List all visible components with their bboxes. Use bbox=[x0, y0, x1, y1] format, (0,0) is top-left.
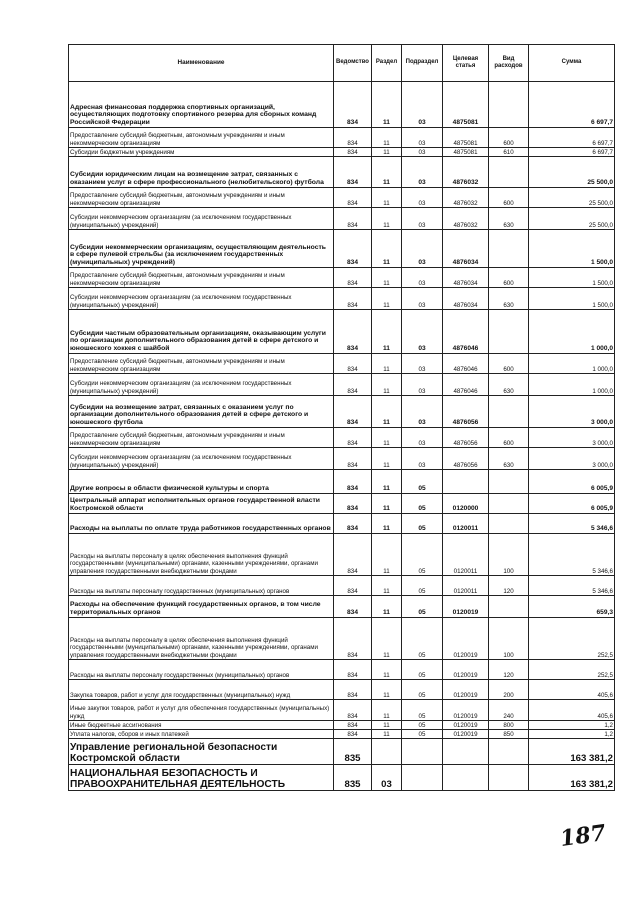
cell-section: 11 bbox=[372, 128, 402, 148]
table-row bbox=[69, 765, 615, 791]
cell-expense-type: 610 bbox=[489, 148, 529, 157]
cell-name: Субсидии некоммерческим организациям, осуществляющим деятельность в сфере пулевой стрельбы (за исключением государственных (муниципальных) учреждений) bbox=[69, 230, 334, 268]
cell-department: 834 bbox=[334, 448, 372, 470]
cell-section: 11 bbox=[372, 310, 402, 354]
cell-subsection: 05 bbox=[402, 618, 443, 660]
cell-section: 11 bbox=[372, 354, 402, 374]
cell-target bbox=[443, 765, 489, 791]
cell-subsection: 03 bbox=[402, 230, 443, 268]
cell-name: Центральный аппарат исполнительных органов государственной власти Костромской области bbox=[69, 494, 334, 514]
cell-subsection: 05 bbox=[402, 534, 443, 576]
cell-expense-type bbox=[489, 230, 529, 268]
cell-expense-type: 200 bbox=[489, 680, 529, 700]
cell-name: Иные закупки товаров, работ и услуг для обеспечения государственных (муниципальных) нужд bbox=[69, 700, 334, 721]
cell-department: 834 bbox=[334, 188, 372, 208]
cell-target: 0120011 bbox=[443, 534, 489, 576]
table-row bbox=[69, 230, 615, 268]
cell-name: Закупка товаров, работ и услуг для государственных (муниципальных) нужд bbox=[69, 680, 334, 700]
cell-expense-type bbox=[489, 82, 529, 128]
cell-subsection: 05 bbox=[402, 576, 443, 596]
table-row bbox=[69, 82, 615, 128]
cell-sum: 3 000,0 bbox=[529, 448, 615, 470]
table-row bbox=[69, 354, 615, 374]
cell-sum: 1 000,0 bbox=[529, 374, 615, 396]
table-row bbox=[69, 494, 615, 514]
cell-subsection bbox=[402, 765, 443, 791]
cell-expense-type: 630 bbox=[489, 448, 529, 470]
table-body bbox=[69, 82, 615, 791]
cell-sum: 25 500,0 bbox=[529, 208, 615, 230]
cell-name: Субсидии частным образовательным организациям, оказывающим услуги по организации дополнительного образования детей в сфере детского и юношеского хоккея с шайбой bbox=[69, 310, 334, 354]
cell-name: Субсидии некоммерческим организациям (за исключением государственных (муниципальных) учреждений) bbox=[69, 374, 334, 396]
cell-section: 11 bbox=[372, 268, 402, 288]
cell-section: 11 bbox=[372, 721, 402, 730]
cell-expense-type: 850 bbox=[489, 730, 529, 739]
cell-target bbox=[443, 739, 489, 765]
cell-target: 4876032 bbox=[443, 157, 489, 188]
cell-expense-type: 100 bbox=[489, 534, 529, 576]
cell-name: Расходы на обеспечение функций государственных органов, в том числе территориальных органов bbox=[69, 596, 334, 618]
cell-name: Предоставление субсидий бюджетным, автономным учреждениям и иным некоммерческим организациям bbox=[69, 128, 334, 148]
cell-section: 11 bbox=[372, 157, 402, 188]
header-section: Раздел bbox=[372, 45, 402, 82]
cell-department: 834 bbox=[334, 208, 372, 230]
table-row bbox=[69, 374, 615, 396]
cell-target: 0120019 bbox=[443, 618, 489, 660]
cell-sum: 1 500,0 bbox=[529, 230, 615, 268]
table-row bbox=[69, 288, 615, 310]
table-row bbox=[69, 396, 615, 428]
cell-expense-type: 630 bbox=[489, 288, 529, 310]
cell-target: 0120000 bbox=[443, 494, 489, 514]
cell-name: Другие вопросы в области физической культуры и спорта bbox=[69, 470, 334, 494]
cell-section: 11 bbox=[372, 396, 402, 428]
cell-expense-type: 600 bbox=[489, 188, 529, 208]
cell-target: 0120011 bbox=[443, 576, 489, 596]
cell-sum: 3 000,0 bbox=[529, 396, 615, 428]
cell-sum: 659,3 bbox=[529, 596, 615, 618]
header-sum: Сумма bbox=[529, 45, 615, 82]
cell-subsection: 03 bbox=[402, 354, 443, 374]
cell-target: 0120019 bbox=[443, 596, 489, 618]
table-row bbox=[69, 739, 615, 765]
cell-name: Иные бюджетные ассигнования bbox=[69, 721, 334, 730]
cell-department: 834 bbox=[334, 148, 372, 157]
cell-subsection: 05 bbox=[402, 494, 443, 514]
cell-expense-type: 600 bbox=[489, 268, 529, 288]
table-row bbox=[69, 721, 615, 730]
cell-subsection: 03 bbox=[402, 374, 443, 396]
cell-name: Субсидии юридическим лицам на возмещение затрат, связанных с оказанием услуг в сфере профессионального (нелюбительского) футбола bbox=[69, 157, 334, 188]
table-row bbox=[69, 128, 615, 148]
cell-subsection: 03 bbox=[402, 128, 443, 148]
cell-section: 11 bbox=[372, 576, 402, 596]
cell-section: 11 bbox=[372, 428, 402, 448]
cell-sum: 252,5 bbox=[529, 660, 615, 680]
cell-sum: 163 381,2 bbox=[529, 739, 615, 765]
cell-department: 834 bbox=[334, 470, 372, 494]
budget-table-sheet bbox=[68, 44, 614, 791]
cell-section: 11 bbox=[372, 618, 402, 660]
cell-target: 0120019 bbox=[443, 660, 489, 680]
cell-section: 11 bbox=[372, 188, 402, 208]
cell-sum: 252,5 bbox=[529, 618, 615, 660]
cell-subsection: 05 bbox=[402, 730, 443, 739]
page-number: 187 bbox=[558, 819, 608, 853]
cell-sum: 6 005,9 bbox=[529, 494, 615, 514]
cell-section: 11 bbox=[372, 700, 402, 721]
cell-department: 834 bbox=[334, 514, 372, 534]
cell-target: 4876034 bbox=[443, 268, 489, 288]
cell-expense-type bbox=[489, 470, 529, 494]
table-row bbox=[69, 596, 615, 618]
cell-section: 11 bbox=[372, 208, 402, 230]
cell-sum: 405,6 bbox=[529, 680, 615, 700]
cell-subsection: 05 bbox=[402, 721, 443, 730]
cell-subsection: 03 bbox=[402, 208, 443, 230]
cell-name: Расходы на выплаты по оплате труда работников государственных органов bbox=[69, 514, 334, 534]
table-row bbox=[69, 700, 615, 721]
cell-target: 4876056 bbox=[443, 428, 489, 448]
header-target: Целевая статья bbox=[443, 45, 489, 82]
cell-subsection: 03 bbox=[402, 448, 443, 470]
cell-department: 834 bbox=[334, 82, 372, 128]
cell-name: Предоставление субсидий бюджетным, автономным учреждениям и иным некоммерческим организациям bbox=[69, 428, 334, 448]
table-row bbox=[69, 576, 615, 596]
header-expense-type: Вид расходов bbox=[489, 45, 529, 82]
cell-expense-type: 800 bbox=[489, 721, 529, 730]
cell-section: 11 bbox=[372, 660, 402, 680]
cell-name: Субсидии некоммерческим организациям (за исключением государственных (муниципальных) учреждений) bbox=[69, 288, 334, 310]
cell-target: 0120011 bbox=[443, 514, 489, 534]
cell-section: 03 bbox=[372, 765, 402, 791]
header-name: Наименование bbox=[69, 45, 334, 82]
cell-expense-type bbox=[489, 310, 529, 354]
cell-name: Предоставление субсидий бюджетным, автономным учреждениям и иным некоммерческим организациям bbox=[69, 268, 334, 288]
cell-expense-type: 120 bbox=[489, 660, 529, 680]
cell-subsection: 03 bbox=[402, 157, 443, 188]
cell-expense-type: 100 bbox=[489, 618, 529, 660]
cell-sum: 3 000,0 bbox=[529, 428, 615, 448]
cell-section: 11 bbox=[372, 730, 402, 739]
table-row bbox=[69, 618, 615, 660]
cell-target bbox=[443, 470, 489, 494]
cell-department: 834 bbox=[334, 721, 372, 730]
cell-department: 834 bbox=[334, 730, 372, 739]
cell-section: 11 bbox=[372, 448, 402, 470]
cell-name: Предоставление субсидий бюджетным, автономным учреждениям и иным некоммерческим организациям bbox=[69, 188, 334, 208]
cell-sum: 5 346,6 bbox=[529, 514, 615, 534]
cell-subsection: 03 bbox=[402, 148, 443, 157]
cell-name: Управление региональной безопасности Костромской области bbox=[69, 739, 334, 765]
table-row bbox=[69, 514, 615, 534]
cell-department: 834 bbox=[334, 618, 372, 660]
cell-target: 4876034 bbox=[443, 288, 489, 310]
cell-sum: 6 697,7 bbox=[529, 128, 615, 148]
table-row bbox=[69, 660, 615, 680]
cell-name: Расходы на выплаты персоналу государственных (муниципальных) органов bbox=[69, 660, 334, 680]
table-row bbox=[69, 730, 615, 739]
table-row bbox=[69, 428, 615, 448]
cell-department: 834 bbox=[334, 230, 372, 268]
cell-subsection: 03 bbox=[402, 188, 443, 208]
cell-section: 11 bbox=[372, 148, 402, 157]
table-row bbox=[69, 148, 615, 157]
cell-expense-type: 600 bbox=[489, 128, 529, 148]
cell-name: Расходы на выплаты персоналу в целях обеспечения выполнения функций государственными (муниципальными) органами, казенными учреждениями, органами управления государственными внебюджетными фондами bbox=[69, 534, 334, 576]
cell-subsection: 03 bbox=[402, 428, 443, 448]
table-row bbox=[69, 310, 615, 354]
cell-subsection: 05 bbox=[402, 680, 443, 700]
cell-department: 834 bbox=[334, 534, 372, 576]
cell-sum: 1 500,0 bbox=[529, 268, 615, 288]
table-header-row bbox=[69, 45, 615, 82]
cell-target: 4876032 bbox=[443, 208, 489, 230]
table-row bbox=[69, 470, 615, 494]
cell-subsection: 03 bbox=[402, 82, 443, 128]
cell-target: 4875081 bbox=[443, 148, 489, 157]
cell-name: Субсидии некоммерческим организациям (за исключением государственных (муниципальных) учреждений) bbox=[69, 448, 334, 470]
cell-sum: 1 000,0 bbox=[529, 354, 615, 374]
cell-target: 4875081 bbox=[443, 82, 489, 128]
cell-department: 834 bbox=[334, 428, 372, 448]
cell-expense-type: 630 bbox=[489, 374, 529, 396]
cell-expense-type: 120 bbox=[489, 576, 529, 596]
cell-subsection: 05 bbox=[402, 660, 443, 680]
cell-subsection: 03 bbox=[402, 268, 443, 288]
cell-name: Субсидии некоммерческим организациям (за исключением государственных (муниципальных) учреждений) bbox=[69, 208, 334, 230]
cell-name: Предоставление субсидий бюджетным, автономным учреждениям и иным некоммерческим организациям bbox=[69, 354, 334, 374]
cell-target: 4875081 bbox=[443, 128, 489, 148]
cell-section: 11 bbox=[372, 680, 402, 700]
cell-department: 834 bbox=[334, 374, 372, 396]
cell-name: Субсидии бюджетным учреждениям bbox=[69, 148, 334, 157]
cell-department: 834 bbox=[334, 700, 372, 721]
cell-sum: 25 500,0 bbox=[529, 188, 615, 208]
cell-department: 835 bbox=[334, 739, 372, 765]
cell-name: Уплата налогов, сборов и иных платежей bbox=[69, 730, 334, 739]
cell-target: 4876056 bbox=[443, 448, 489, 470]
cell-section: 11 bbox=[372, 82, 402, 128]
cell-department: 834 bbox=[334, 596, 372, 618]
budget-table bbox=[68, 44, 615, 791]
table-row bbox=[69, 157, 615, 188]
cell-sum: 1,2 bbox=[529, 721, 615, 730]
cell-department: 834 bbox=[334, 660, 372, 680]
cell-target: 0120019 bbox=[443, 721, 489, 730]
cell-subsection bbox=[402, 739, 443, 765]
cell-section: 11 bbox=[372, 470, 402, 494]
cell-section: 11 bbox=[372, 288, 402, 310]
cell-subsection: 03 bbox=[402, 310, 443, 354]
cell-name: Расходы на выплаты персоналу в целях обеспечения выполнения функций государственными (муниципальными) органами, казенными учреждениями, органами управления государственными внебюджетными фондами bbox=[69, 618, 334, 660]
cell-department: 834 bbox=[334, 128, 372, 148]
cell-subsection: 05 bbox=[402, 596, 443, 618]
cell-sum: 6 005,9 bbox=[529, 470, 615, 494]
cell-sum: 6 697,7 bbox=[529, 148, 615, 157]
cell-department: 834 bbox=[334, 680, 372, 700]
cell-sum: 405,6 bbox=[529, 700, 615, 721]
cell-expense-type: 240 bbox=[489, 700, 529, 721]
table-row bbox=[69, 448, 615, 470]
cell-expense-type bbox=[489, 494, 529, 514]
cell-target: 0120019 bbox=[443, 680, 489, 700]
cell-section: 11 bbox=[372, 494, 402, 514]
cell-section: 11 bbox=[372, 534, 402, 576]
cell-sum: 1 000,0 bbox=[529, 310, 615, 354]
cell-expense-type bbox=[489, 765, 529, 791]
cell-target: 4876032 bbox=[443, 188, 489, 208]
cell-sum: 6 697,7 bbox=[529, 82, 615, 128]
cell-department: 834 bbox=[334, 396, 372, 428]
cell-name: Адресная финансовая поддержка спортивных организаций, осуществляющих подготовку спортивного резерва для сборных команд Российской Федерации bbox=[69, 82, 334, 128]
table-row bbox=[69, 208, 615, 230]
cell-name: Расходы на выплаты персоналу государственных (муниципальных) органов bbox=[69, 576, 334, 596]
cell-section: 11 bbox=[372, 596, 402, 618]
cell-subsection: 05 bbox=[402, 470, 443, 494]
cell-target: 4876034 bbox=[443, 230, 489, 268]
cell-target: 4876046 bbox=[443, 374, 489, 396]
cell-department: 834 bbox=[334, 576, 372, 596]
cell-department: 834 bbox=[334, 354, 372, 374]
cell-sum: 25 500,0 bbox=[529, 157, 615, 188]
cell-subsection: 03 bbox=[402, 396, 443, 428]
cell-sum: 5 346,6 bbox=[529, 534, 615, 576]
cell-expense-type bbox=[489, 514, 529, 534]
cell-expense-type: 600 bbox=[489, 428, 529, 448]
cell-department: 834 bbox=[334, 288, 372, 310]
cell-expense-type bbox=[489, 596, 529, 618]
cell-expense-type bbox=[489, 157, 529, 188]
cell-target: 0120019 bbox=[443, 730, 489, 739]
cell-sum: 163 381,2 bbox=[529, 765, 615, 791]
cell-section: 11 bbox=[372, 514, 402, 534]
cell-sum: 1 500,0 bbox=[529, 288, 615, 310]
cell-name: НАЦИОНАЛЬНАЯ БЕЗОПАСНОСТЬ И ПРАВООХРАНИТЕЛЬНАЯ ДЕЯТЕЛЬНОСТЬ bbox=[69, 765, 334, 791]
table-row bbox=[69, 680, 615, 700]
cell-subsection: 03 bbox=[402, 288, 443, 310]
cell-department: 834 bbox=[334, 494, 372, 514]
cell-department: 834 bbox=[334, 268, 372, 288]
cell-subsection: 05 bbox=[402, 700, 443, 721]
cell-sum: 5 346,6 bbox=[529, 576, 615, 596]
table-row bbox=[69, 534, 615, 576]
cell-section bbox=[372, 739, 402, 765]
cell-expense-type: 600 bbox=[489, 354, 529, 374]
cell-expense-type bbox=[489, 739, 529, 765]
cell-expense-type: 630 bbox=[489, 208, 529, 230]
cell-expense-type bbox=[489, 396, 529, 428]
cell-target: 4876046 bbox=[443, 354, 489, 374]
table-row bbox=[69, 268, 615, 288]
table-row bbox=[69, 188, 615, 208]
cell-name: Субсидии на возмещение затрат, связанных с оказанием услуг по организации дополнительного образования детей в сфере детского и юношеского футбола bbox=[69, 396, 334, 428]
cell-department: 834 bbox=[334, 157, 372, 188]
cell-target: 0120019 bbox=[443, 700, 489, 721]
cell-target: 4876056 bbox=[443, 396, 489, 428]
header-department: Ведомство bbox=[334, 45, 372, 82]
cell-subsection: 05 bbox=[402, 514, 443, 534]
header-subsection: Подраздел bbox=[402, 45, 443, 82]
cell-department: 835 bbox=[334, 765, 372, 791]
cell-section: 11 bbox=[372, 230, 402, 268]
cell-section: 11 bbox=[372, 374, 402, 396]
cell-department: 834 bbox=[334, 310, 372, 354]
cell-target: 4876046 bbox=[443, 310, 489, 354]
cell-sum: 1,2 bbox=[529, 730, 615, 739]
